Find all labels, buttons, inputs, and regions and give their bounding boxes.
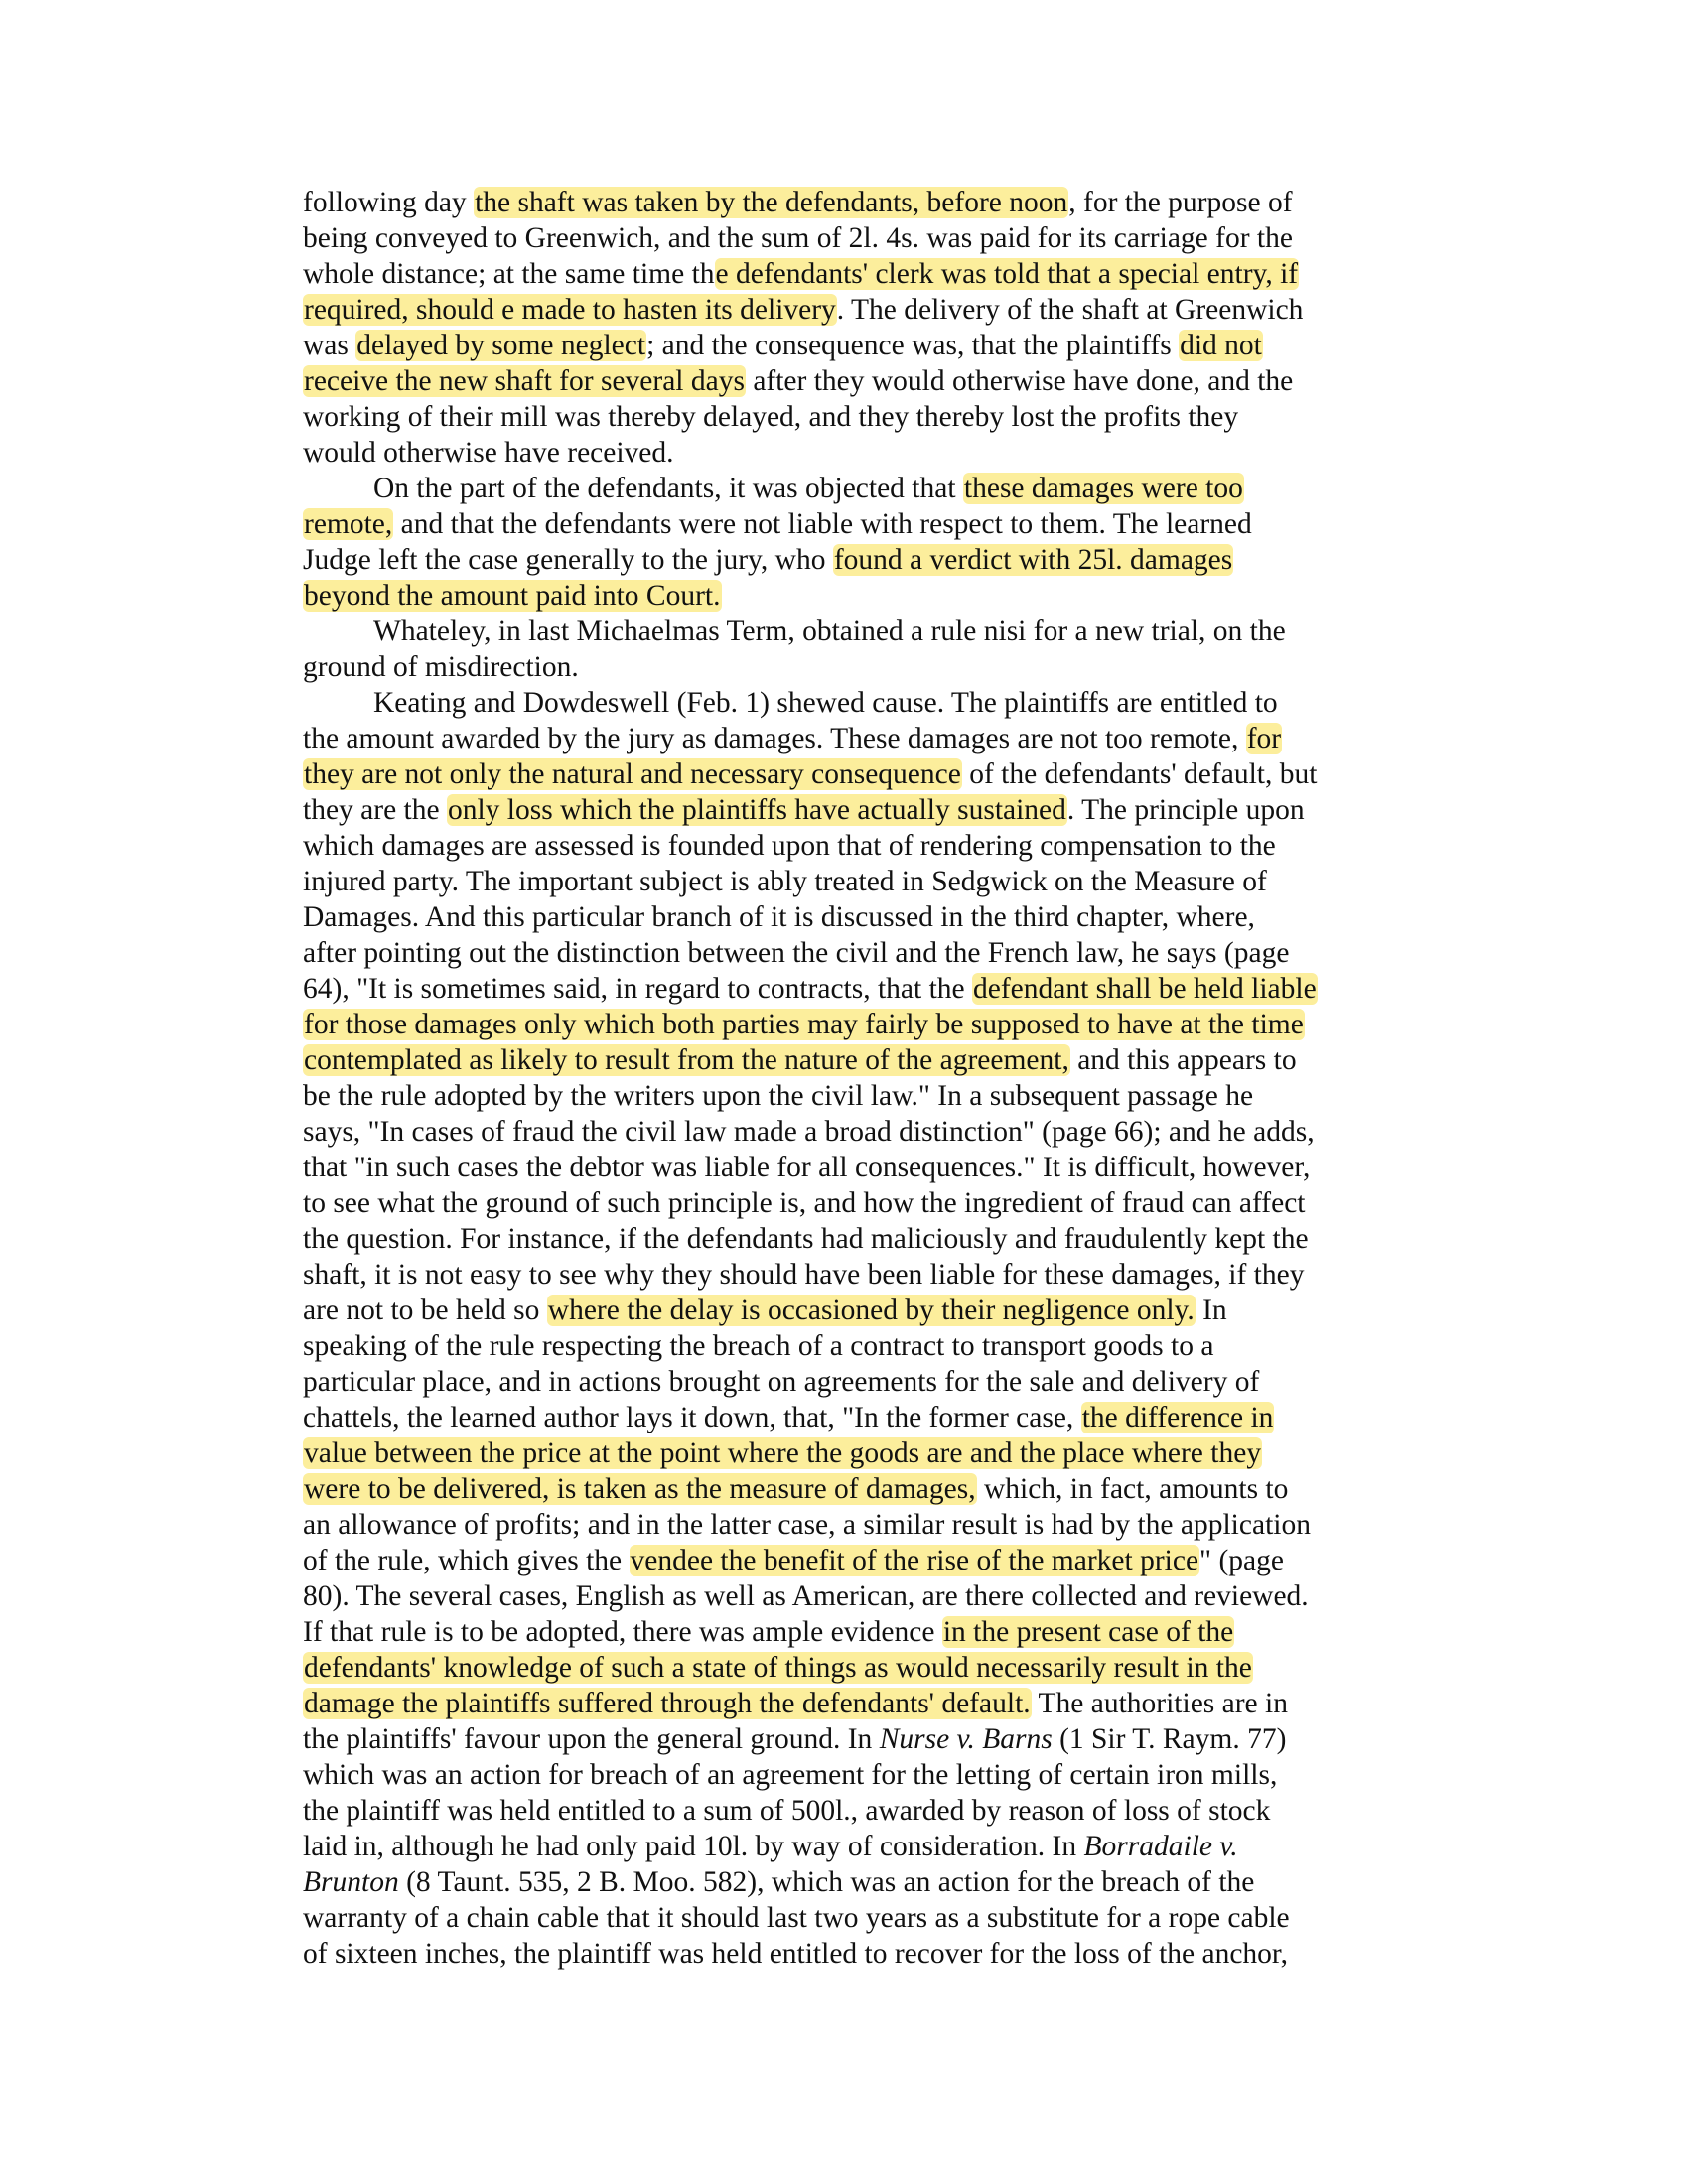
text-line (303, 220, 1405, 256)
highlighted-text: found a verdict with 25l. damages (833, 544, 1233, 576)
text-line (303, 1257, 1405, 1293)
text-line (303, 1793, 1405, 1829)
text-run: working of their mill was thereby delayed, and they thereby lost the profits they (303, 401, 1239, 433)
text-run: and this appears to (1069, 1044, 1297, 1076)
text-run: the plaintiff was held entitled to a sum of 500l., awarded by reason of loss of stock (303, 1795, 1271, 1827)
text-line (303, 185, 1405, 220)
highlighted-text: for those damages only which both parties may fairly be supposed to have at the time (304, 1009, 1304, 1040)
text-line (303, 435, 1405, 471)
text-line (303, 935, 1405, 971)
text-run: they are the (303, 794, 447, 826)
text-line (303, 971, 1405, 1007)
highlighted-text: remote, (304, 508, 393, 540)
text-line (303, 1578, 1405, 1614)
highlighted-text: delayed by some neglect (356, 330, 646, 361)
text-run: warranty of a chain cable that it should last two years as a substitute for a rope cable (303, 1902, 1290, 1934)
text-line (303, 1114, 1405, 1150)
text-run: ground of misdirection. (303, 651, 579, 683)
text-line (303, 1364, 1405, 1400)
text-line (303, 1293, 1405, 1328)
highlighted-text: in the present case of the (942, 1616, 1234, 1648)
text-run: are not to be held so (303, 1295, 547, 1326)
text-line (303, 1721, 1405, 1757)
text-line (303, 542, 1405, 578)
text-run: and that the defendants were not liable with respect to them. The learned (393, 508, 1252, 540)
case-name-italic: Borradaile v. (1083, 1831, 1238, 1862)
text-run: In (1195, 1295, 1227, 1326)
text-line (303, 899, 1405, 935)
text-run: Whateley, in last Michaelmas Term, obtained a rule nisi for a new trial, on the (373, 615, 1286, 647)
text-line (303, 363, 1405, 399)
text-line (303, 1400, 1405, 1435)
text-run: chattels, the learned author lays it down, that, "In the former case, (303, 1402, 1081, 1433)
highlighted-text: e defendants' clerk was told that a special entry, if (715, 258, 1299, 290)
text-line (303, 864, 1405, 899)
text-line (303, 1221, 1405, 1257)
text-line (303, 506, 1405, 542)
text-run: whole distance; at the same time th (303, 258, 715, 290)
text-line (303, 1471, 1405, 1507)
text-run: (8 Taunt. 535, 2 B. Moo. 582), which was an action for the breach of the (398, 1866, 1255, 1898)
text-line (303, 292, 1405, 328)
highlighted-text: they are not only the natural and necessary consequence (304, 758, 961, 790)
text-run: after pointing out the distinction between the civil and the French law, he says (page (303, 937, 1290, 969)
text-line (303, 1185, 1405, 1221)
case-name-italic: Brunton (303, 1866, 399, 1898)
text-run: being conveyed to Greenwich, and the sum of 2l. 4s. was paid for its carriage for the (303, 222, 1293, 254)
text-line (303, 614, 1405, 649)
text-run: 64), "It is sometimes said, in regard to contracts, that the (303, 973, 972, 1005)
highlighted-text: the difference in (1081, 1402, 1274, 1433)
text-run: The authorities are in (1031, 1688, 1288, 1719)
text-run: laid in, although he had only paid 10l. by way of consideration. In (303, 1831, 1084, 1862)
text-run: following day (303, 187, 475, 218)
text-line (303, 1328, 1405, 1364)
text-run: the plaintiffs' favour upon the general ground. In (303, 1723, 880, 1755)
text-line (303, 1614, 1405, 1650)
text-run: Damages. And this particular branch of it is discussed in the third chapter, where, (303, 901, 1255, 933)
text-run: the amount awarded by the jury as damages. These damages are not too remote, (303, 723, 1246, 754)
text-line (303, 1150, 1405, 1185)
text-run: shaft, it is not easy to see why they should have been liable for these damages, if they (303, 1259, 1305, 1291)
text-line (303, 1543, 1405, 1578)
highlighted-text: only loss which the plaintiffs have actually sustained (447, 794, 1066, 826)
highlighted-text: vendee the benefit of the rise of the market price (630, 1545, 1199, 1576)
text-run: , for the purpose of (1068, 187, 1293, 218)
body-text (303, 185, 1405, 1972)
text-run: was (303, 330, 356, 361)
text-run: speaking of the rule respecting the breach of a contract to transport goods to a (303, 1330, 1214, 1362)
highlighted-text: beyond the amount paid into Court. (304, 580, 721, 612)
text-line (303, 828, 1405, 864)
highlighted-text: these damages were too (963, 473, 1243, 504)
text-run: would otherwise have received. (303, 437, 674, 469)
text-run: be the rule adopted by the writers upon the civil law." In a subsequent passage he (303, 1080, 1254, 1112)
text-run: which, in fact, amounts to (976, 1473, 1289, 1505)
text-run: of the rule, which gives the (303, 1545, 630, 1576)
text-run: On the part of the defendants, it was objected that (373, 473, 963, 504)
text-line (303, 1507, 1405, 1543)
text-run: 80). The several cases, English as well as American, are there collected and reviewed. (303, 1580, 1309, 1612)
text-run: . The principle upon (1066, 794, 1305, 826)
text-line (303, 1042, 1405, 1078)
text-line (303, 1078, 1405, 1114)
text-run: ; and the consequence was, that the plaintiffs (646, 330, 1180, 361)
highlighted-text: required, should e made to hasten its delivery (304, 294, 836, 326)
text-run: Keating and Dowdeswell (Feb. 1) shewed cause. The plaintiffs are entitled to (373, 687, 1278, 719)
highlighted-text: where the delay is occasioned by their negligence only. (547, 1295, 1195, 1326)
highlighted-text: did not (1180, 330, 1262, 361)
text-line (303, 649, 1405, 685)
highlighted-text: defendants' knowledge of such a state of things as would necessarily result in the (304, 1652, 1252, 1684)
text-line (303, 1435, 1405, 1471)
highlighted-text: value between the price at the point where the goods are and the place where they (304, 1437, 1262, 1469)
text-line (303, 721, 1405, 756)
text-run: that "in such cases the debtor was liable for all consequences." It is difficult, however, (303, 1152, 1311, 1183)
text-run: . The delivery of the shaft at Greenwich (836, 294, 1304, 326)
text-line (303, 1007, 1405, 1042)
text-line (303, 756, 1405, 792)
text-line (303, 328, 1405, 363)
text-line (303, 1900, 1405, 1936)
text-line (303, 1686, 1405, 1721)
text-line (303, 1864, 1405, 1900)
text-run: (1 Sir T. Raym. 77) (1052, 1723, 1287, 1755)
text-run: to see what the ground of such principle is, and how the ingredient of fraud can affect (303, 1187, 1306, 1219)
text-run: which was an action for breach of an agreement for the letting of certain iron mills, (303, 1759, 1278, 1791)
text-line (303, 1757, 1405, 1793)
text-run: after they would otherwise have done, and the (745, 365, 1294, 397)
text-line (303, 1829, 1405, 1864)
text-run: Judge left the case generally to the jury, who (303, 544, 833, 576)
text-line (303, 256, 1405, 292)
text-line (303, 792, 1405, 828)
text-run: an allowance of profits; and in the latter case, a similar result is had by the application (303, 1509, 1311, 1541)
text-run: If that rule is to be adopted, there was ample evidence (303, 1616, 942, 1648)
highlighted-text: for (1246, 723, 1282, 754)
text-run: says, "In cases of fraud the civil law made a broad distinction" (page 66); and he adds, (303, 1116, 1315, 1148)
text-run: the question. For instance, if the defendants had maliciously and fraudulently kept the (303, 1223, 1309, 1255)
highlighted-text: defendant shall be held liable (973, 973, 1317, 1005)
text-run: " (page (1199, 1545, 1284, 1576)
text-run: of sixteen inches, the plaintiff was held entitled to recover for the loss of the anchor, (303, 1938, 1288, 1970)
highlighted-text: damage the plaintiffs suffered through the defendants' default. (304, 1688, 1031, 1719)
text-line (303, 1936, 1405, 1972)
text-line (303, 471, 1405, 506)
case-name-italic: Nurse v. Barns (879, 1723, 1053, 1755)
highlighted-text: the shaft was taken by the defendants, before noon (475, 187, 1068, 218)
highlighted-text: receive the new shaft for several days (304, 365, 745, 397)
text-run: which damages are assessed is founded upon that of rendering compensation to the (303, 830, 1276, 862)
text-run: of the defendants' default, but (961, 758, 1318, 790)
text-line (303, 578, 1405, 614)
text-line (303, 1650, 1405, 1686)
highlighted-text: contemplated as likely to result from the nature of the agreement, (304, 1044, 1069, 1076)
highlighted-text: were to be delivered, is taken as the measure of damages, (304, 1473, 976, 1505)
text-run: particular place, and in actions brought on agreements for the sale and delivery of (303, 1366, 1260, 1398)
text-line (303, 685, 1405, 721)
text-line (303, 399, 1405, 435)
text-run: injured party. The important subject is ably treated in Sedgwick on the Measure of (303, 866, 1267, 897)
